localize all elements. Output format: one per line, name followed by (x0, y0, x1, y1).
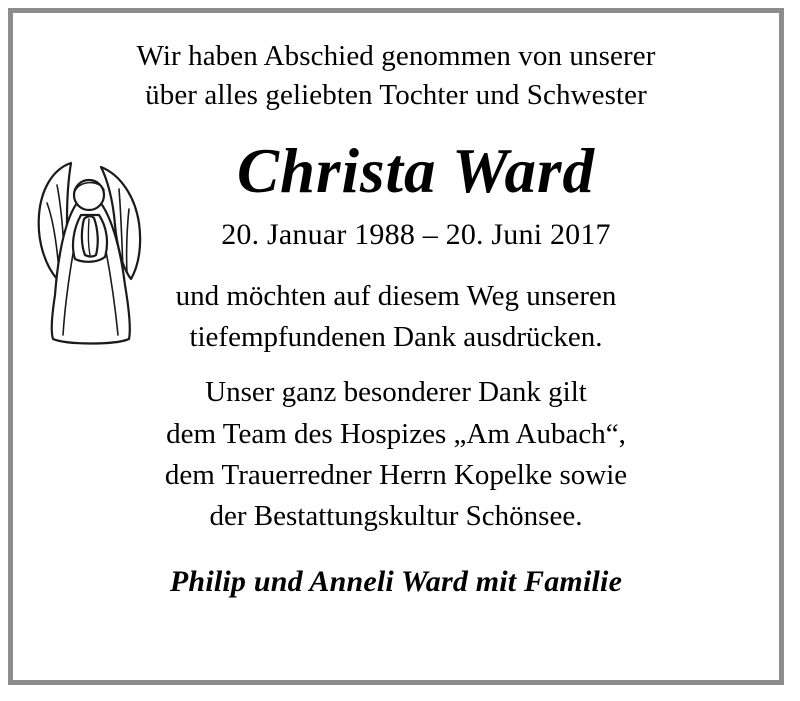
body-line-2: tiefempfundenen Dank ausdrücken. (189, 321, 603, 354)
body-line-1: und möchten auf diesem Weg unseren (175, 280, 617, 313)
intro-line-1: Wir haben Abschied genommen von unserer (136, 40, 656, 72)
body-line-3: Unser ganz besonderer Dank gilt (205, 376, 587, 409)
notice-inner (13, 13, 779, 680)
body-line-4: dem Team des Hospizes „Am Aubach“, (166, 417, 626, 450)
signature-line: Philip und Anneli Ward mit Familie (169, 565, 623, 599)
praying-angel-icon (23, 123, 163, 353)
life-dates: 20. Januar 1988 – 20. Juni 2017 (221, 218, 611, 252)
obituary-notice (8, 8, 784, 685)
paragraph-gap (33, 358, 759, 372)
intro-text (33, 37, 759, 116)
deceased-name: Christa Ward (236, 135, 596, 206)
body-line-5: dem Trauerredner Herrn Kopelke sowie (164, 458, 628, 491)
body-line-6: der Bestattungskultur Schönsee. (209, 499, 583, 532)
intro-line-2: über alles geliebten Tochter und Schwester (145, 79, 647, 112)
